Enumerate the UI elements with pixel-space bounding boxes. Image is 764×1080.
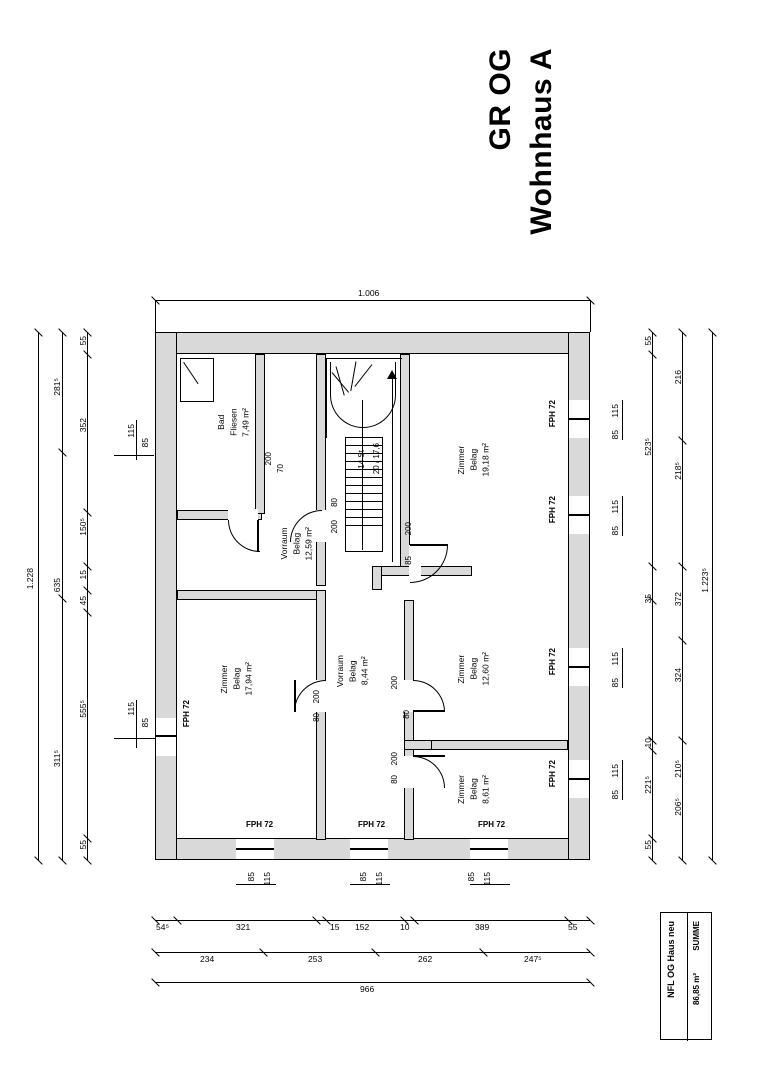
door-leaf-zimmer-w: [294, 680, 296, 712]
door-dim-zimmer-e-w: 80: [402, 710, 411, 719]
dim-right-chain2-3: 35: [643, 594, 653, 604]
dim-left-chain-1: 281⁵: [52, 378, 62, 396]
interior-wall-zimmer-e-south: [414, 740, 568, 750]
dim-left-window2-arrow: [114, 738, 156, 739]
door-dim-zimmer-ne-h: 200: [404, 522, 413, 536]
room-label-zimmer-ne: [455, 443, 492, 477]
room-label-zimmer-se: [455, 775, 492, 804]
dim-left-window1-h: 85: [140, 438, 150, 448]
door-dim-stair-h: 200: [330, 520, 339, 534]
dim-bottom-chain2-1: 234: [200, 954, 215, 964]
door-swing-zimmer-ne: [410, 545, 448, 583]
window-sash: [569, 514, 589, 516]
dim-left-chain2-6: 555⁵: [78, 700, 88, 718]
dim-right-window1-w: 115: [610, 404, 620, 418]
dim-right-outer-total: 1.223⁵: [700, 568, 710, 593]
stair-tread: [346, 477, 383, 478]
interior-wall-stub-se: [404, 740, 432, 750]
dim-bottom-chain2-3: 262: [418, 954, 433, 964]
window-sash: [236, 848, 274, 850]
door-dim-zimmer-w-h: 200: [312, 690, 321, 704]
dim-left-chain2-3: 150⁵: [78, 518, 88, 536]
dim-right-window1-line: [622, 400, 623, 440]
room-name: Zimmer: [456, 445, 466, 475]
dim-bottom-window3-h: 85: [466, 872, 476, 882]
page-subtitle: GR OG: [483, 48, 517, 151]
door-leaf-zimmer-ne: [410, 544, 448, 546]
dim-bottom-window1-h: 85: [246, 872, 256, 882]
dim-right-window2-w: 115: [610, 500, 620, 514]
dim-left-outer-total: 1.228: [25, 568, 35, 590]
stair-arrow: [392, 372, 393, 562]
exterior-wall-top: [155, 332, 590, 354]
dim-bottom-window1-line: [236, 884, 276, 885]
window-label-e3: FPH 72: [548, 648, 557, 676]
dim-bottom-window2-w: 115: [374, 872, 384, 886]
window-sash: [569, 666, 589, 668]
interior-wall-vorraum2-east: [404, 600, 414, 840]
room-finish: Belag: [231, 667, 242, 690]
door-dim-zimmer-se-w: 80: [390, 775, 399, 784]
dim-left-chain2-7: 55: [78, 840, 88, 850]
dim-bottom-chain1-5: 10: [400, 922, 410, 932]
dim-bottom-chain2-line: [155, 952, 590, 953]
room-area: 8,61 m²: [480, 775, 491, 804]
dim-left-chain-line: [62, 332, 63, 860]
door-leaf-zimmer-se: [413, 755, 445, 757]
window-opening-w1: [156, 718, 176, 756]
window-label-s2: FPH 72: [358, 820, 386, 829]
dim-left-window1-arrow: [114, 455, 154, 456]
window-label-s1: FPH 72: [246, 820, 274, 829]
dim-right-window4-w: 115: [610, 764, 620, 778]
stair-handrail: [362, 400, 363, 550]
dim-top-line: [155, 300, 590, 301]
dim-right-window4-h: 85: [610, 790, 620, 800]
dim-left-window2-w: 115: [126, 702, 136, 716]
dim-bottom-chain1-7: 55: [568, 922, 578, 932]
door-height: 200: [264, 452, 273, 466]
dim-left-window1-line: [136, 420, 137, 460]
dim-bottom-total: 966: [360, 984, 375, 994]
dim-right-outer-line: [712, 332, 713, 860]
dim-right-chain-2: 218⁵: [673, 462, 683, 480]
stair-tread: [346, 501, 383, 502]
dim-left-window2-h: 85: [140, 718, 150, 728]
stair-steps-label: 14 St: [357, 450, 366, 469]
dim-bottom-chain1-1: 54⁵: [156, 922, 169, 932]
exterior-wall-left: [155, 332, 177, 860]
dim-bottom-window2-line: [350, 884, 390, 885]
interior-wall-mid-east2: [372, 566, 382, 590]
dim-left-outer-line: [38, 332, 39, 860]
dim-left-window2-line: [136, 700, 137, 748]
dim-right-chain2-1: 55: [643, 336, 653, 346]
window-label-e4: FPH 72: [548, 760, 557, 788]
door-dim-zimmer-e-h: 200: [390, 676, 399, 690]
dim-right-chain2-4: 10: [643, 738, 653, 748]
dim-bottom-window1-w: 115: [262, 872, 272, 886]
dim-bottom-chain1-line: [155, 920, 590, 921]
window-label-w1: FPH 72: [182, 700, 191, 728]
door-dim-zimmer-ne-w: 85: [404, 556, 413, 565]
dim-right-window3-line: [622, 648, 623, 688]
dim-left-chain2-1: 55: [78, 336, 88, 346]
dim-right-chain-5: 210⁵: [673, 760, 683, 778]
door-swing-zimmer-se: [413, 756, 445, 788]
dim-left-chain2-5: 45: [78, 596, 88, 606]
stair-tread: [346, 493, 383, 494]
room-finish: Belag: [347, 660, 358, 682]
dim-bottom-window2-h: 85: [358, 872, 368, 882]
room-name: Vorraum: [279, 527, 289, 560]
door-swing-zimmer-w: [294, 680, 326, 712]
window-label-s3: FPH 72: [478, 820, 506, 829]
dim-bottom-chain2-2: 253: [308, 954, 323, 964]
door-dim-zimmer-se-h: 200: [390, 752, 399, 766]
room-label-bad: [215, 408, 252, 437]
interior-wall-mid-west: [177, 590, 326, 600]
room-finish: Belag: [291, 532, 302, 555]
summary-box: [660, 912, 712, 1040]
room-name: Zimmer: [456, 654, 466, 684]
door-dim-bad-w: [276, 464, 285, 473]
stair-arrow-head: [387, 370, 397, 379]
room-area: 19,18 m²: [480, 443, 491, 477]
room-label-zimmer-w: [218, 662, 255, 696]
stair-tread: [346, 485, 383, 486]
door-dim-zimmer-w-w: 80: [312, 713, 321, 722]
dim-left-chain-2: 635: [52, 578, 62, 593]
stair-tread: [346, 517, 383, 518]
door-width: 70: [276, 464, 285, 473]
interior-wall-bad-east: [255, 354, 265, 514]
dim-left-chain-3: 311⁵: [52, 750, 62, 768]
dim-right-chain2-5: 221⁵: [643, 776, 653, 794]
dim-bottom-chain2-4: 247⁵: [524, 954, 542, 964]
room-area: 8,44 m²: [359, 656, 370, 686]
stair-tread: [346, 509, 383, 510]
dim-right-chain-6: 206⁵: [673, 798, 683, 816]
summary-total-value: 86,85 m²: [692, 973, 701, 1006]
room-area: 12,60 m²: [480, 652, 491, 686]
dim-right-chain-3: 372: [673, 592, 683, 607]
room-finish: Belag: [468, 657, 479, 680]
room-area: 7,49 m²: [240, 408, 251, 437]
dim-right-chain2-6: 55: [643, 840, 653, 850]
door-swing-bad: [228, 520, 260, 552]
window-sash: [350, 848, 388, 850]
dim-bottom-chain1-2: 321: [236, 922, 251, 932]
window-sash: [569, 418, 589, 420]
dim-left-chain2-4: 15: [78, 570, 88, 580]
dim-right-chain-4: 324: [673, 668, 683, 683]
window-sash: [569, 778, 589, 780]
dim-right-window2-line: [622, 496, 623, 536]
room-area: 12,59 m²: [303, 527, 314, 561]
summary-divider: [687, 913, 688, 1041]
room-name: Bad: [216, 414, 226, 430]
dim-right-window2-h: 85: [610, 526, 620, 536]
summary-total-label: SUMME: [692, 921, 701, 951]
dim-left-chain2-2: 352: [78, 418, 88, 433]
interior-wall-vorraum-east: [316, 354, 326, 586]
door-leaf-zimmer-e: [413, 710, 445, 712]
window-label-e2: FPH 72: [548, 496, 557, 524]
door-dim-stair-w: 80: [330, 498, 339, 507]
door-swing-stair: [290, 510, 322, 542]
dim-right-chain-1: 216: [673, 370, 683, 385]
dim-bottom-window3-line: [470, 884, 510, 885]
dim-right-window3-w: 115: [610, 652, 620, 666]
room-finish: Belag: [468, 448, 479, 471]
window-label-e1: FPH 72: [548, 400, 557, 428]
dim-right-window4-line: [622, 760, 623, 800]
dim-bottom-total-line: [155, 982, 590, 983]
door-dim-bad: [264, 452, 273, 465]
dim-top-total: 1.006: [358, 288, 380, 298]
dim-bottom-window3-w: 115: [482, 872, 492, 886]
dim-left-window1-w: 115: [126, 424, 136, 438]
door-leaf-bad: [257, 520, 259, 552]
stair-riser-label: 20 / 17,6: [372, 443, 381, 475]
room-label-zimmer-e: [455, 652, 492, 686]
stair-tread: [345, 437, 383, 438]
dim-ext-right: [590, 300, 591, 332]
window-sash: [470, 848, 508, 850]
door-swing-zimmer-e: [413, 680, 445, 712]
dim-ext-left: [155, 300, 156, 332]
dim-right-window1-h: 85: [610, 430, 620, 440]
room-label-vorraum2: [334, 655, 371, 687]
room-area: 17,94 m²: [243, 662, 254, 696]
stair-tread: [346, 525, 383, 526]
dim-right-window3-h: 85: [610, 678, 620, 688]
page-title: Wohnhaus A: [524, 48, 558, 235]
room-name: Vorraum: [335, 655, 345, 688]
dim-right-chain2-2: 523⁵: [643, 438, 653, 456]
dim-bottom-chain1-4: 152: [355, 922, 370, 932]
summary-label: NFL OG Haus neu: [666, 921, 676, 998]
dim-bottom-chain1-6: 389: [475, 922, 490, 932]
room-name: Zimmer: [456, 775, 466, 804]
room-name: Zimmer: [219, 664, 229, 694]
window-sash: [156, 735, 176, 737]
room-finish: Belag: [468, 778, 479, 801]
room-finish: Fliesen: [228, 408, 239, 437]
dim-bottom-chain1-3: 15: [330, 922, 340, 932]
